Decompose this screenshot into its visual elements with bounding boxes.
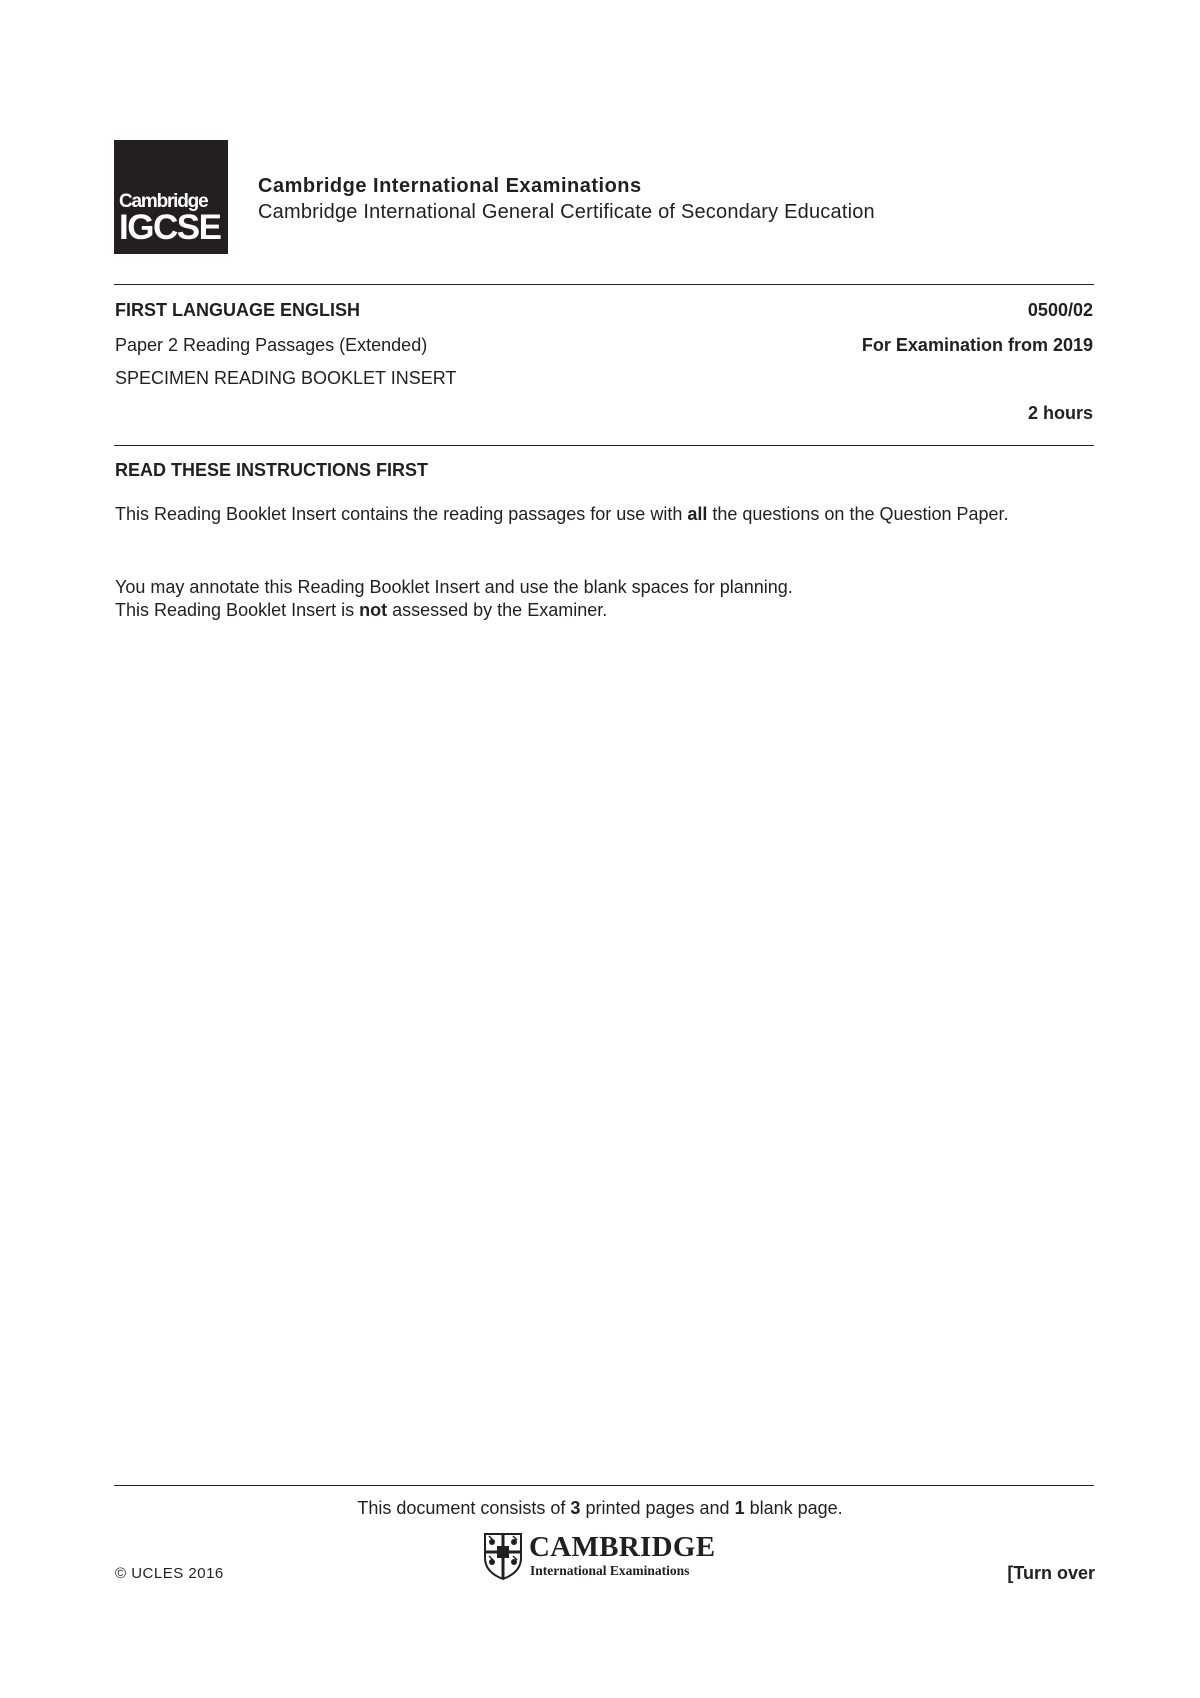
shield-icon (483, 1532, 523, 1580)
exam-year: For Examination from 2019 (861, 335, 1093, 355)
subject-title: FIRST LANGUAGE ENGLISH (115, 300, 361, 320)
cambridge-logo (483, 1532, 723, 1582)
org-subtitle: Cambridge International General Certificate of Secondary Education (258, 201, 875, 223)
page-count-note: This document consists of 3 printed pages and 1 blank page. (357, 1498, 843, 1518)
logo-line-1: Cambridge (119, 191, 208, 212)
org-title: Cambridge International Examinations (258, 175, 642, 197)
divider (114, 1485, 1094, 1486)
paper-name: Paper 2 Reading Passages (Extended) (115, 335, 428, 355)
instructions-paragraph-1: This Reading Booklet Insert contains the reading passages for use with all the questions on the Question Paper. (115, 504, 1009, 524)
cambridge-wordmark: CAMBRIDGE (529, 1531, 716, 1563)
emphasis-not: not (359, 600, 388, 620)
paper-code: 0500/02 (1027, 300, 1093, 320)
divider (114, 284, 1094, 285)
emphasis-all: all (687, 504, 708, 524)
instructions-paragraph-2: You may annotate this Reading Booklet Insert and use the blank spaces for planning. This Reading Booklet Insert is not assessed by the Examiner. (115, 577, 793, 620)
exam-duration: 2 hours (1027, 403, 1093, 423)
logo-line-2: IGCSE (119, 208, 221, 247)
copyright: © UCLES 2016 (115, 1565, 224, 1582)
turn-over-label: [Turn over (1007, 1563, 1095, 1583)
igcse-logo (114, 140, 228, 254)
specimen-label: SPECIMEN READING BOOKLET INSERT (115, 368, 457, 388)
divider (114, 445, 1094, 446)
cambridge-wordmark-sub: International Examinations (530, 1563, 690, 1578)
instructions-heading: READ THESE INSTRUCTIONS FIRST (115, 460, 429, 480)
